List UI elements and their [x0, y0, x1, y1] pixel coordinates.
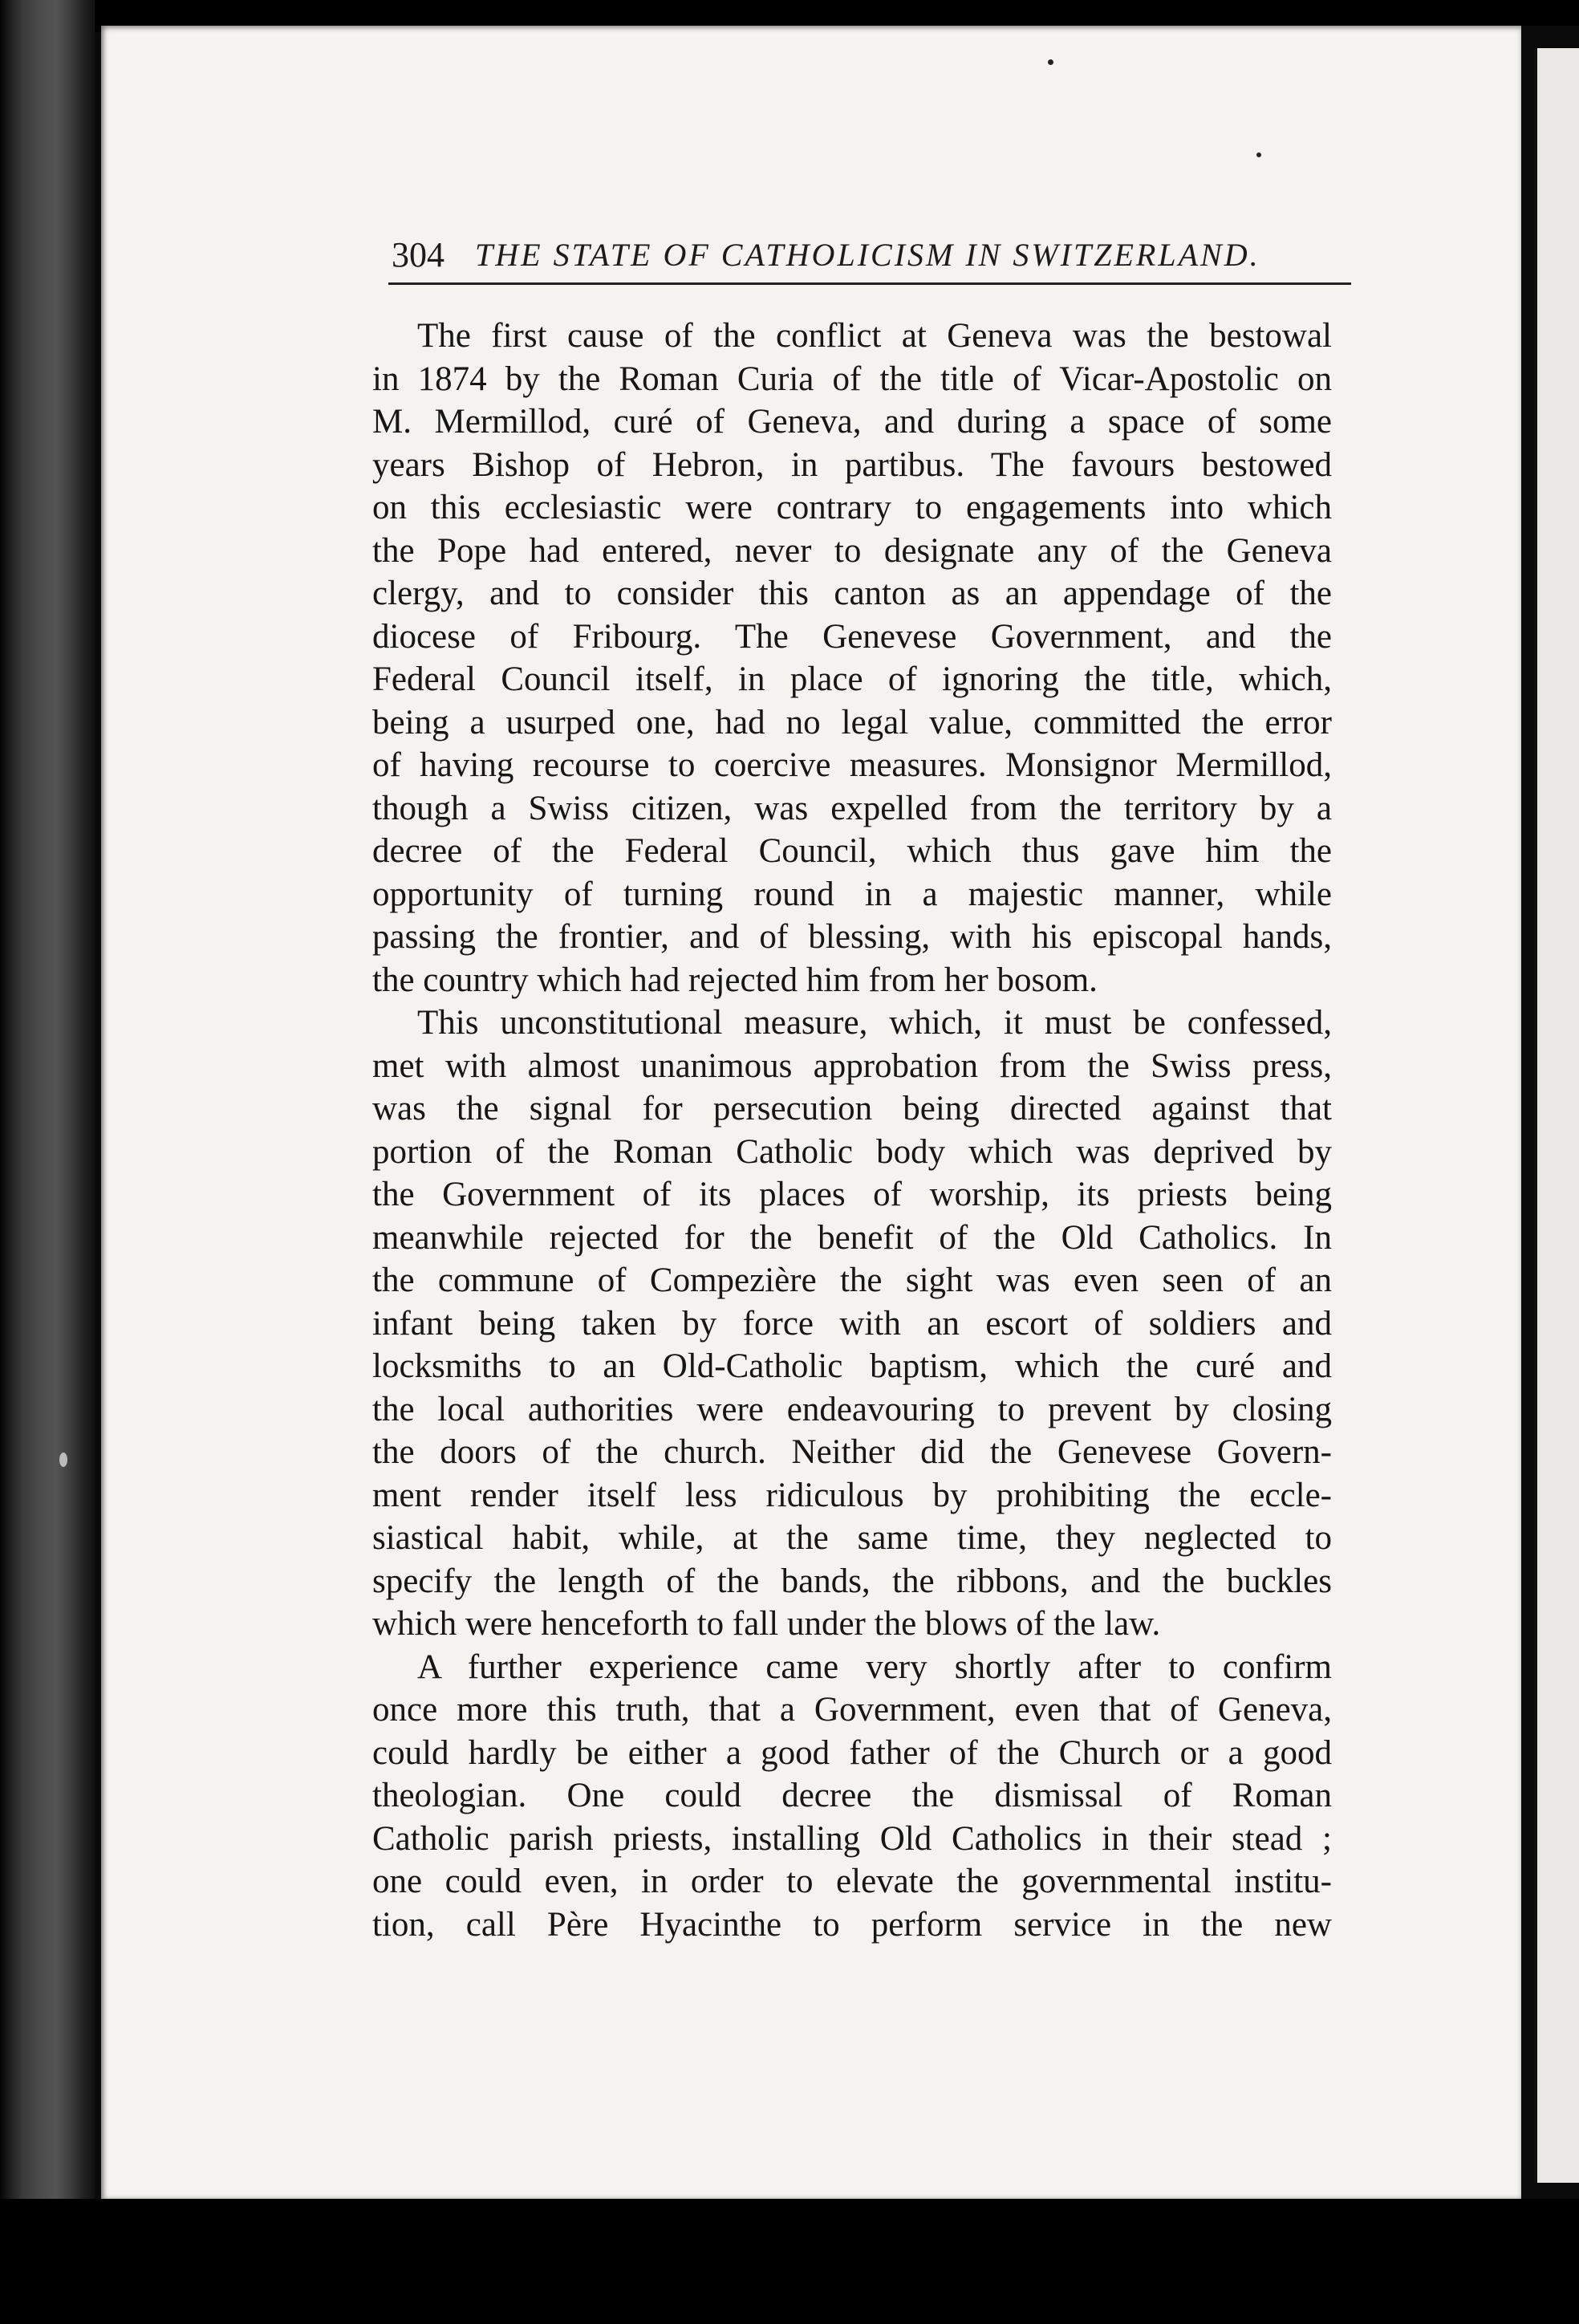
text-line: in 1874 by the Roman Curia of the title of Vicar-Apostolic on: [372, 360, 1332, 398]
paragraph: [372, 315, 1332, 1002]
text-line: Federal Council itself, in place of ignoring the title, which,: [372, 660, 1332, 698]
text-line: infant being taken by force with an escort of soldiers and: [372, 1304, 1332, 1343]
text-line: meanwhile rejected for the benefit of the Old Catholics. In: [372, 1218, 1332, 1257]
text-line: M. Mermillod, curé of Geneva, and during a space of some: [372, 403, 1332, 441]
next-page-edge: [1534, 48, 1579, 2183]
body-text: [372, 315, 1332, 1946]
scan-bottom-border: [0, 2199, 1579, 2324]
text-line: A further experience came very shortly after to confirm: [417, 1648, 1332, 1686]
text-line: the commune of Compezière the sight was even seen of an: [372, 1262, 1332, 1299]
text-line: being a usurped one, had no legal value, committed the error: [372, 703, 1332, 741]
text-line: specify the length of the bands, the ribbons, and the buckles: [372, 1562, 1332, 1600]
text-line: once more this truth, that a Government, even that of Geneva,: [372, 1691, 1332, 1729]
text-line: portion of the Roman Catholic body which was deprived by: [372, 1132, 1332, 1171]
text-line: the country which had rejected him from her bosom.: [372, 961, 1098, 999]
text-line: This unconstitutional measure, which, it must be confessed,: [417, 1004, 1332, 1042]
scan-speck: [1256, 152, 1261, 157]
text-line: the Pope had entered, never to designate any of the Geneva: [372, 531, 1332, 570]
text-line: clergy, and to consider this canton as an appendage of the: [372, 575, 1332, 612]
text-line: was the signal for persecution being directed against that: [372, 1090, 1332, 1127]
text-line: Catholic parish priests, installing Old Catholics in their stead ;: [372, 1819, 1332, 1858]
text-line: opportunity of turning round in a majestic manner, while: [372, 875, 1332, 913]
text-line: passing the frontier, and of blessing, with his episcopal hands,: [372, 918, 1332, 956]
text-line: siastical habit, while, at the same time, they neglected to: [372, 1519, 1332, 1557]
scan-speck: [1048, 59, 1053, 65]
text-line: the Government of its places of worship, its priests being: [372, 1176, 1332, 1213]
text-line: on this ecclesiastic were contrary to engagements into which: [372, 489, 1332, 526]
running-title: THE STATE OF CATHOLICISM IN SWITZERLAND.: [475, 237, 1260, 273]
running-header: [388, 230, 1351, 285]
text-line: the local authorities were endeavouring to prevent by closing: [372, 1390, 1332, 1428]
text-line: locksmiths to an Old-Catholic baptism, which the curé and: [372, 1347, 1332, 1385]
text-line: the doors of the church. Neither did the Genevese Govern-: [372, 1433, 1332, 1471]
book-binding-edge: [0, 0, 95, 2324]
text-line: could hardly be either a good father of the Church or a good: [372, 1733, 1332, 1772]
text-line: which were henceforth to fall under the blows of the law.: [372, 1605, 1161, 1643]
text-line: one could even, in order to elevate the governmental institu-: [372, 1863, 1332, 1900]
paragraph: [372, 1646, 1332, 1947]
text-line: of having recourse to coercive measures. Monsignor Mermillod,: [372, 746, 1332, 784]
page-number: 304: [392, 235, 444, 274]
text-line: met with almost unanimous approbation from the Swiss press,: [372, 1046, 1332, 1085]
text-line: decree of the Federal Council, which thus gave him the: [372, 832, 1332, 870]
text-line: years Bishop of Hebron, in partibus. The favours bestowed: [372, 445, 1332, 484]
text-line: though a Swiss citizen, was expelled from the territory by a: [372, 789, 1332, 827]
paragraph: [372, 1002, 1332, 1646]
scan-speck: [59, 1452, 67, 1467]
text-line: theologian. One could decree the dismissal of Roman: [372, 1777, 1332, 1814]
text-line: tion, call Père Hyacinthe to perform service in the new: [372, 1905, 1332, 1944]
text-line: The first cause of the conflict at Geneva was the bestowal: [417, 317, 1332, 355]
text-line: diocese of Fribourg. The Genevese Government, and the: [372, 617, 1332, 656]
text-line: ment render itself less ridiculous by prohibiting the eccle-: [372, 1476, 1332, 1514]
